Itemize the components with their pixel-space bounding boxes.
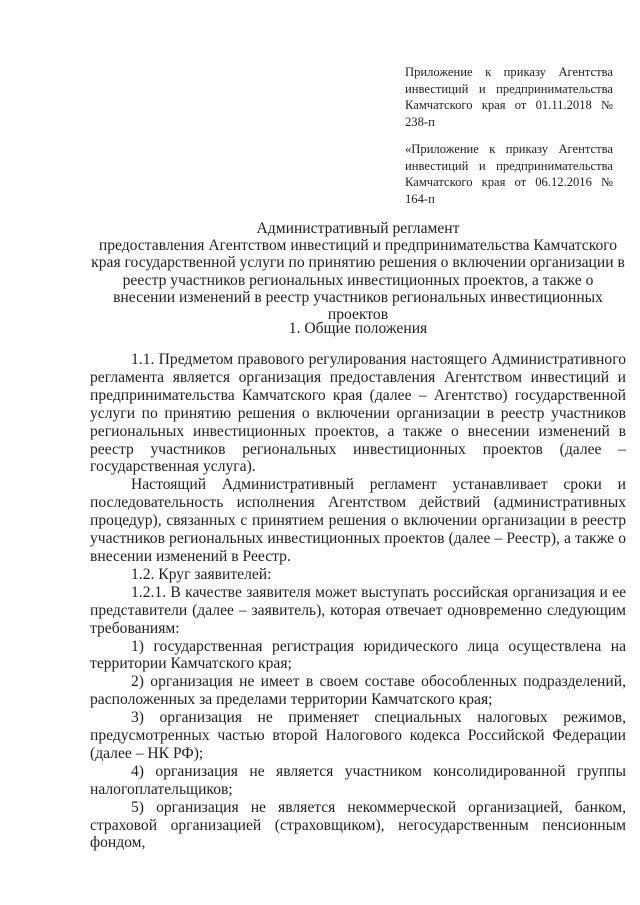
document-title-line2: предоставления Агентством инвестиций и предпринимательства Камчатского края государственной услуги по принятию решения о включении организации в реестр участников региональных инвестиционных проектов, а также о внесении изменений в реестр участников региональных инвестиционных проектов: [91, 237, 625, 324]
document-title-line1: Административный регламент: [256, 220, 460, 237]
appendix-note-current: [405, 64, 613, 130]
paragraph-1-2: 1.2. Круг заявителей:: [131, 565, 272, 583]
requirement-5: 5) организация не является некоммерческой организацией, банком, страховой организацией (страховщиком), негосударственным пенсионным фондом,: [90, 798, 626, 852]
paragraph-1-1-continued: Настоящий Административный регламент устанавливает сроки и последовательность исполнения Агентством действий (административных процедур), связанных с принятием решения о включении организации в реестр участников региональных инвестиционных проектов (далее – Реестр), а также о внесении изменений в Реестр.: [90, 476, 626, 565]
document-body: [90, 351, 626, 852]
section-heading: 1. Общие положения: [288, 320, 428, 337]
appendix-note-previous: [405, 141, 613, 207]
requirement-4: 4) организация не является участником консолидированной группы налогоплательщиков;: [90, 762, 626, 798]
appendix-note-current-text: Приложение к приказу Агентства инвестиций и предпринимательства Камчатского края от 01.11.2018 № 238-п: [405, 65, 613, 129]
requirement-3: 3) организация не применяет специальных налоговых режимов, предусмотренных частью второй Налогового кодекса Российской Федерации (далее – НК РФ);: [90, 709, 626, 762]
requirement-1: 1) государственная регистрация юридического лица осуществлена на территории Камчатского края;: [90, 637, 626, 673]
paragraph-1-2-1: 1.2.1. В качестве заявителя может выступать российская организация и ее представители (далее – заявитель), которая отвечает одновременно следующим требованиям:: [90, 583, 626, 637]
document-title: [90, 220, 626, 323]
requirement-2: 2) организация не имеет в своем составе обособленных подразделений, расположенных за пределами территории Камчатского края;: [90, 673, 626, 709]
appendix-note-previous-text: «Приложение к приказу Агентства инвестиций и предпринимательства Камчатского края от 06.12.2016 № 164-п: [405, 142, 613, 206]
paragraph-1-1: 1.1. Предметом правового регулирования настоящего Административного регламента является организация предоставления Агентством инвестиций и предпринимательства Камчатского края (далее – Агентство) государственной услуги по принятию решения о включении организации в реестр участников региональных инвестиционных проектов, а также о внесении изменений в реестр участников региональных инвестиционных проектов (далее – государственная услуга).: [90, 351, 626, 476]
